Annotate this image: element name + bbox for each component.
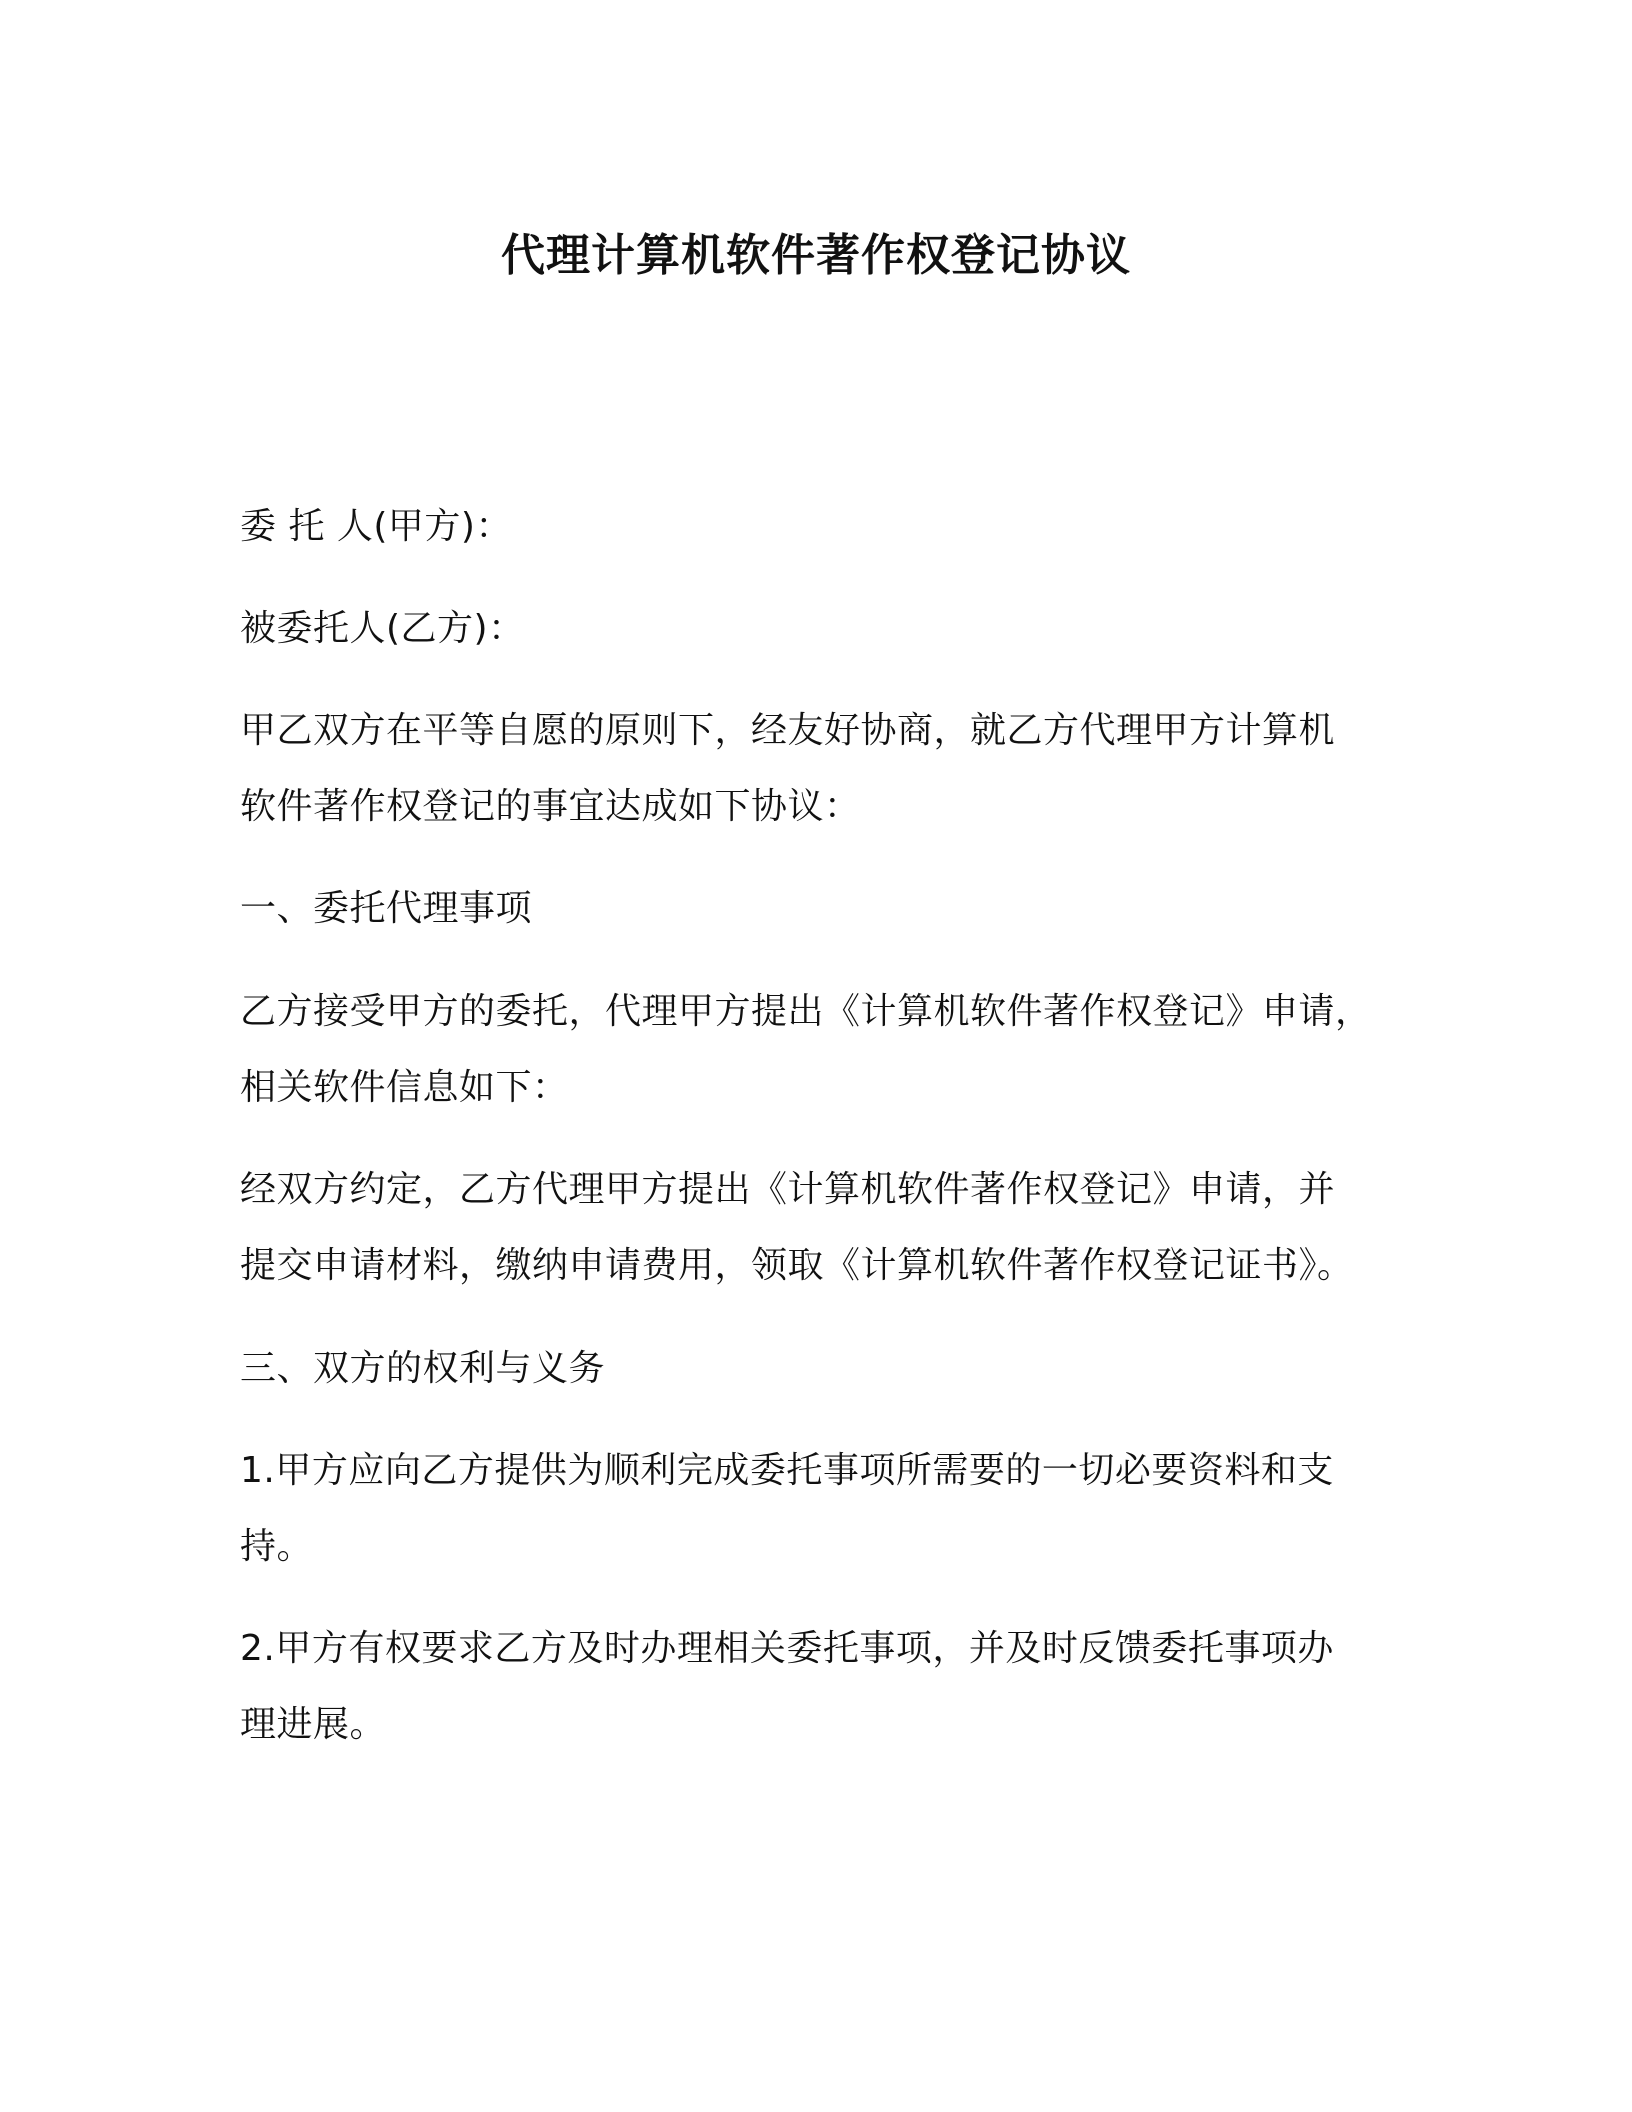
section-1-line-2: 相关软件信息如下： — [240, 1067, 569, 1108]
preamble-line-2: 软件著作权登记的事宜达成如下协议： — [240, 786, 861, 827]
preamble-line-1: 甲乙双方在平等自愿的原则下，经友好协商，就乙方代理甲方计算机 — [240, 710, 1336, 751]
section-heading-3: 三、双方的权利与义务 — [240, 1348, 606, 1389]
clause-1-line-1: 1.甲方应向乙方提供为顺利完成委托事项所需要的一切必要资料和支 — [240, 1450, 1334, 1491]
agreement-line-2: 提交申请材料，缴纳申请费用，领取《计算机软件著作权登记证书》。 — [240, 1245, 1354, 1286]
clause-1-line-2: 持。 — [240, 1526, 314, 1567]
document-title: 代理计算机软件著作权登记协议 — [501, 230, 1131, 281]
clause-2-line-2: 理进展。 — [240, 1704, 387, 1745]
section-heading-1: 一、委托代理事项 — [240, 888, 533, 929]
clause-2-line-1: 2.甲方有权要求乙方及时办理相关委托事项，并及时反馈委托事项办 — [240, 1628, 1334, 1669]
agreement-line-1: 经双方约定，乙方代理甲方提出《计算机软件著作权登记》申请，并 — [240, 1169, 1336, 1210]
principal-party-line: 委 托 人(甲方)： — [240, 506, 512, 547]
agent-party-line: 被委托人(乙方)： — [240, 608, 525, 649]
section-1-line-1: 乙方接受甲方的委托，代理甲方提出《计算机软件著作权登记》申请， — [240, 991, 1372, 1032]
